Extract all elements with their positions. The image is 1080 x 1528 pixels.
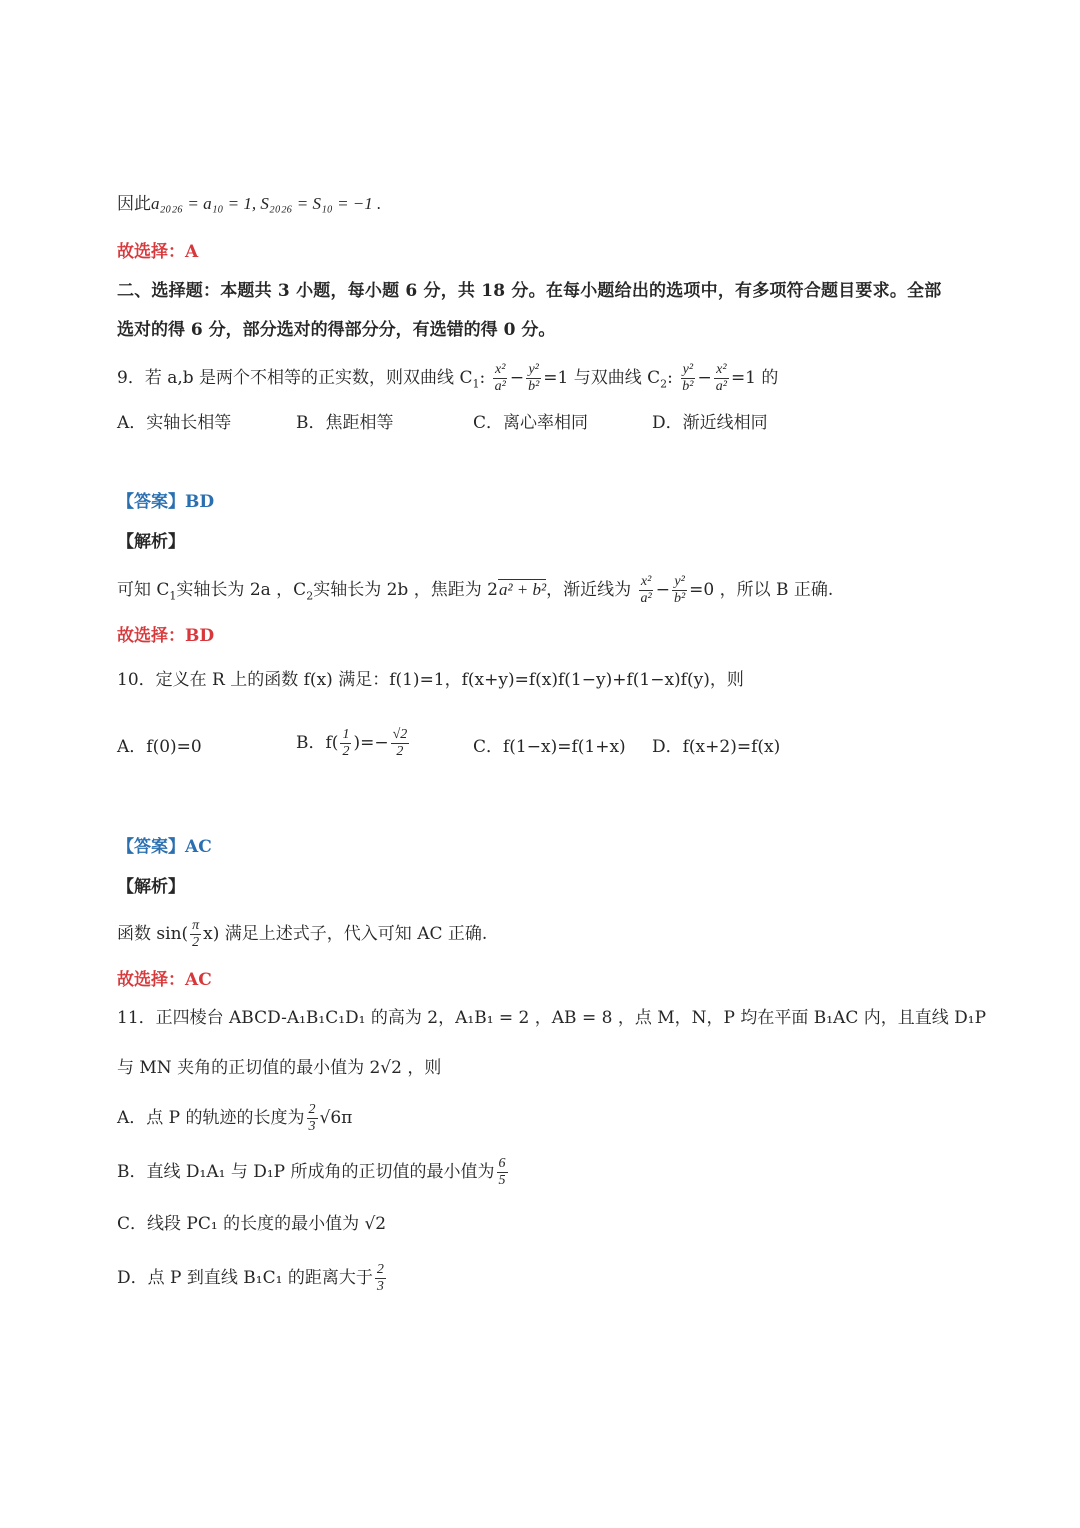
option-d: D．渐近线相同 [652,413,768,433]
question-11-stem-line1: 11．正四棱台 ABCD-A₁B₁C₁D₁ 的高为 2，A₁B₁ = 2 ，AB = 8 ，点 M，N，P 均在平面 B₁AC 内，且直线 D₁P [117,1008,987,1028]
option-text: =− [360,733,389,753]
option-text: A．点 P 的轨迹的长度为 [117,1108,305,1128]
subscript: 1 [169,589,177,603]
section-heading-line2: 选对的得 6 分，部分选对的得部分分，有选错的得 0 分。 [117,320,556,340]
selection-line: 故选择：BD [117,626,215,646]
stem-part: =1 与双曲线 C [543,368,661,388]
frac-den: b² [673,591,686,606]
frac-den: a² [715,379,727,394]
analysis-label: 【解析】 [117,877,185,897]
option-text: D．点 P 到直线 B₁C₁ 的距离大于 [117,1268,373,1288]
option-d [117,1262,388,1295]
option-c: C．线段 PC₁ 的长度的最小值为 √2 [117,1214,387,1234]
fraction [497,1156,508,1189]
selection-line: 故选择：A [117,242,199,262]
frac-den: b² [682,379,694,394]
text-part: 实轴长为 2b ，焦距为 2 [313,580,498,600]
analysis-label: 【解析】 [117,532,185,552]
fraction [340,727,351,760]
frac-num: 1 [342,727,350,742]
text-part: ，渐近线为 [546,580,632,600]
option-b [117,1156,510,1189]
frac-den: 3 [376,1279,384,1294]
fraction [639,574,654,607]
fraction [375,1262,386,1295]
sqrt-expression: a² + b² [498,580,547,599]
frac-num: √2 [392,727,408,742]
frac-num: x² [716,362,727,377]
option-text: √6π [319,1108,353,1128]
analysis-text: 可知 $C_1$实轴长为 2a ，$C_2$实轴长为 2b ，焦距为 2a² + b²，渐近线为 $\frac{\text{x²}}{\text{a²}}$ − $\frac{\text{y²}}{\text{b²}}$ =0 ，所以 B 正确. [117,574,834,606]
text-part: 函数 sin( [117,924,189,944]
fraction [190,918,201,951]
answer-label: 【答案】AC [117,837,212,857]
text-part: x) 满足上述式子，代入可知 AC 正确. [203,924,488,944]
fraction [680,362,695,395]
frac-den: 5 [498,1173,506,1188]
option-text: B．f [296,733,332,753]
frac-den: 3 [308,1119,316,1134]
frac-num: π [192,918,200,933]
answer-label: 【答案】BD [117,492,215,512]
option-d: D．f(x+2)=f(x) [652,737,781,757]
frac-den: a² [494,379,506,394]
option-c: C．离心率相同 [473,413,589,433]
selection-line: 故选择：AC [117,970,212,990]
frac-num: y² [528,362,539,377]
frac-num: y² [674,574,685,589]
frac-num: 2 [308,1102,316,1117]
frac-num: 2 [376,1262,384,1277]
fraction [714,362,729,395]
option-a: A．实轴长相等 [117,413,232,433]
frac-num: x² [495,362,506,377]
stem-part: 9．若 a,b 是两个不相等的正实数，则双曲线 C [117,368,473,388]
option-b: B．f( $\frac{1}{2}$ )=− $\frac{√2}{2}$ [296,727,408,759]
text-prefix: 因此 [117,194,151,214]
frac-den: 2 [192,935,200,950]
frac-num: x² [640,574,652,589]
option-text: B．直线 D₁A₁ 与 D₁P 所成角的正切值的最小值为 [117,1162,495,1182]
stem-part: =1 的 [730,368,779,388]
frac-den: a² [640,591,652,606]
text-line-conclusion [117,192,381,216]
frac-num: 6 [498,1156,506,1171]
frac-num: y² [682,362,694,377]
question-11-stem-line2: 与 MN 夹角的正切值的最小值为 2√2 ，则 [117,1058,442,1078]
fraction [391,727,410,760]
subscript: 2 [306,589,314,603]
question-10-stem: 10．定义在 R 上的函数 f(x) 满足：f(1)=1，f(x+y)=f(x)f(1−y)+f(1−x)f(y)，则 [117,670,744,690]
fraction [672,574,687,607]
analysis-text [117,918,487,951]
fraction [307,1102,318,1135]
section-heading-line1: 二、选择题：本题共 3 小题，每小题 6 分，共 18 分。在每小题给出的选项中，有多项符合题目要求。全部 [117,281,942,301]
text-part: 实轴长为 2a ，C [176,580,307,600]
question-9-stem: 9．若 a,b 是两个不相等的正实数，则双曲线 $C_1$: $\frac{\text{x²}}{\text{a²}}$ − $\frac{\text{y²}}{\text{b²}}$ =1 与双曲线 $C_2$: $\frac{\text{y²}}{\text{b²}}$ − $\frac{\text{x²}}{\text{a²}}$ =1 的 [117,362,779,394]
option-a: A．f(0)=0 [117,737,202,757]
frac-den: b² [528,379,540,394]
text-part: =0 ，所以 B 正确. [689,580,834,600]
option-a [117,1102,352,1135]
fraction [493,362,508,395]
subscript: 1 [472,377,480,391]
fraction [526,362,541,395]
frac-den: 2 [396,744,404,759]
option-b: B．焦距相等 [296,413,394,433]
subscript: 2 [660,377,668,391]
frac-den: 2 [342,744,350,759]
text-part: 可知 C [117,580,170,600]
math-expression: a₂₀₂₆ = a₁₀ = 1, S₂₀₂₆ = S₁₀ = −1 . [151,194,382,213]
option-c: C．f(1−x)=f(1+x) [473,737,626,757]
